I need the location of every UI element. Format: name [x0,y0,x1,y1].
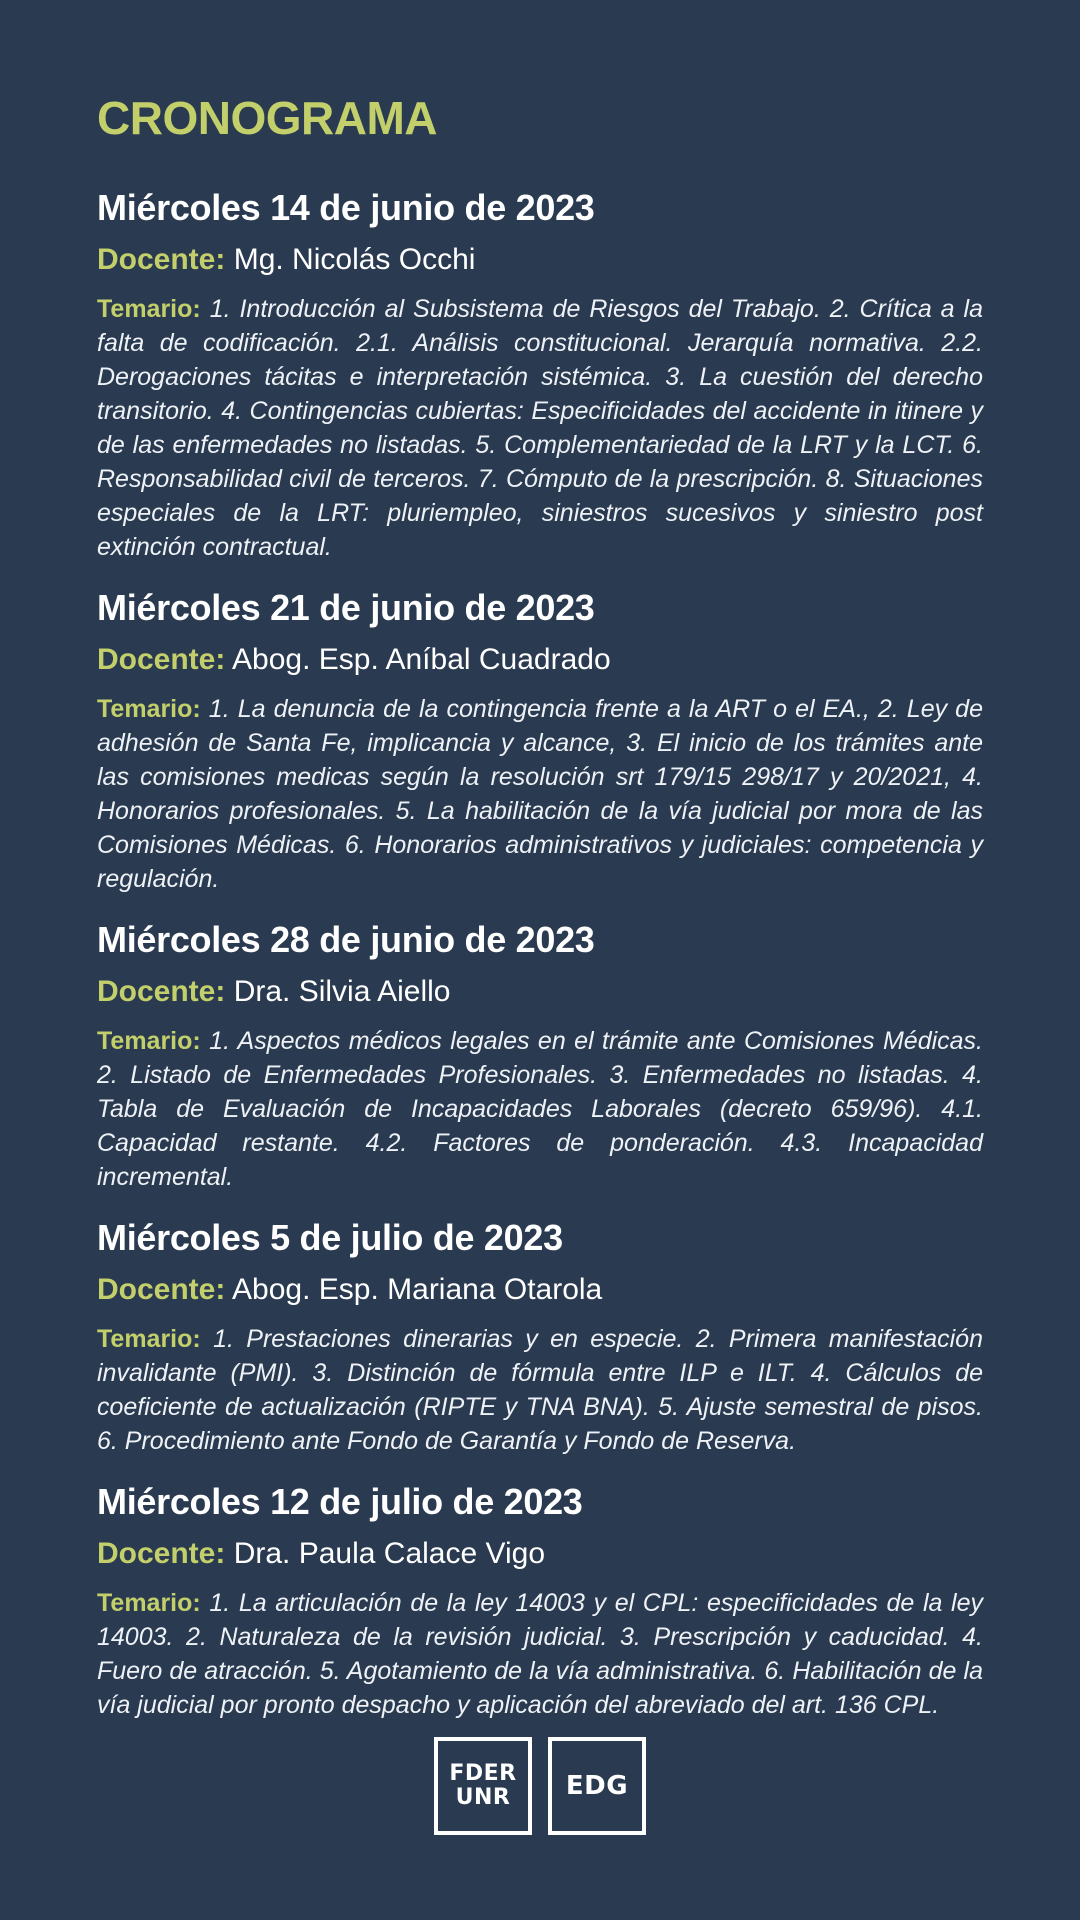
docente-name: Dra. Paula Calace Vigo [233,1537,545,1570]
session-5 [97,1480,983,1722]
session-docente [97,640,983,680]
docente-label: Docente: [97,975,226,1008]
session-temario [97,1586,983,1722]
fder-logo-line2: UNR [455,1785,511,1810]
temario-label: Temario: [97,695,201,723]
session-docente [97,1534,983,1574]
session-docente [97,972,983,1012]
temario-text: 1. Aspectos médicos legales en el trámite ante Comisiones Médicas. 2. Listado de Enfermedades Profesionales. 3. Enfermedades no listadas. 4. Tabla de Evaluación de Incapacidades Laborales (decreto 659/96). 4.1. Capacidad restante. 4.2. Factores de ponderación. 4.3. Incapacidad incremental. [97,1027,984,1191]
edg-logo-text: EDG [565,1771,629,1801]
session-temario [97,692,983,896]
page-title: CRONOGRAMA [97,92,437,144]
session-1 [97,186,983,564]
session-temario [97,1024,983,1194]
session-date: Miércoles 14 de junio de 2023 [97,187,595,228]
temario-text: 1. Introducción al Subsistema de Riesgos del Trabajo. 2. Crítica a la falta de codificación. 2.1. Análisis constitucional. Jerarquía normativa. 2.2. Derogaciones tácitas e interpretación sistémica. 3. La cuestión del derecho transitorio. 4. Contingencias cubiertas: Especificidades del accidente in itinere y de las enfermedades no listadas. 5. Complementariedad de la LRT y la LCT. 6. Responsabilidad civil de terceros. 7. Cómputo de la prescripción. 8. Situaciones especiales de la LRT: pluriempleo, siniestros sucesivos y siniestro post extinción contractual. [97,295,983,561]
docente-label: Docente: [97,1537,226,1570]
fder-unr-logo [434,1737,532,1835]
docente-name: Mg. Nicolás Occhi [233,243,476,276]
session-date: Miércoles 28 de junio de 2023 [97,919,595,960]
temario-text: 1. Prestaciones dinerarias y en especie. 2. Primera manifestación invalidante (PMI). 3. Distinción de fórmula entre ILP e ILT. 4. Cálculos de coeficiente de actualización (RIPTE y TNA BNA). 5. Ajuste semestral de pisos. 6. Procedimiento ante Fondo de Garantía y Fondo de Reserva. [97,1325,983,1455]
session-date: Miércoles 21 de junio de 2023 [97,587,595,628]
temario-label: Temario: [97,1027,201,1055]
docente-label: Docente: [97,243,226,276]
temario-label: Temario: [97,1589,201,1617]
footer-logos [434,1737,646,1835]
session-3 [97,918,983,1194]
schedule-page [97,88,983,1744]
session-docente [97,240,983,280]
session-2 [97,586,983,896]
temario-label: Temario: [97,295,201,323]
docente-name: Abog. Esp. Aníbal Cuadrado [232,643,611,676]
session-4 [97,1216,983,1458]
temario-text: 1. La articulación de la ley 14003 y el CPL: especificidades de la ley 14003. 2. Naturaleza de la revisión judicial. 3. Prescripción y caducidad. 4. Fuero de atracción. 5. Agotamiento de la vía administrativa. 6. Habilitación de la vía judicial por pronto despacho y aplicación del abreviado del art. 136 CPL. [97,1589,983,1719]
fder-logo-line1: FDER [449,1761,517,1786]
session-date: Miércoles 5 de julio de 2023 [97,1217,563,1258]
docente-label: Docente: [97,1273,226,1306]
temario-text: 1. La denuncia de la contingencia frente a la ART o el EA., 2. Ley de adhesión de Santa Fe, implicancia y alcance, 3. El inicio de los trámites ante las comisiones medicas según la resolución srt 179/15 298/17 y 20/2021, 4. Honorarios profesionales. 5. La habilitación de la vía judicial por mora de las Comisiones Médicas. 6. Honorarios administrativos y judiciales: competencia y regulación. [97,695,983,893]
temario-label: Temario: [97,1325,201,1353]
docente-name: Dra. Silvia Aiello [233,975,451,1008]
edg-logo [548,1737,646,1835]
docente-label: Docente: [97,643,226,676]
session-temario [97,1322,983,1458]
session-temario [97,292,983,564]
session-docente [97,1270,983,1310]
session-date: Miércoles 12 de julio de 2023 [97,1481,583,1522]
docente-name: Abog. Esp. Mariana Otarola [232,1273,603,1306]
